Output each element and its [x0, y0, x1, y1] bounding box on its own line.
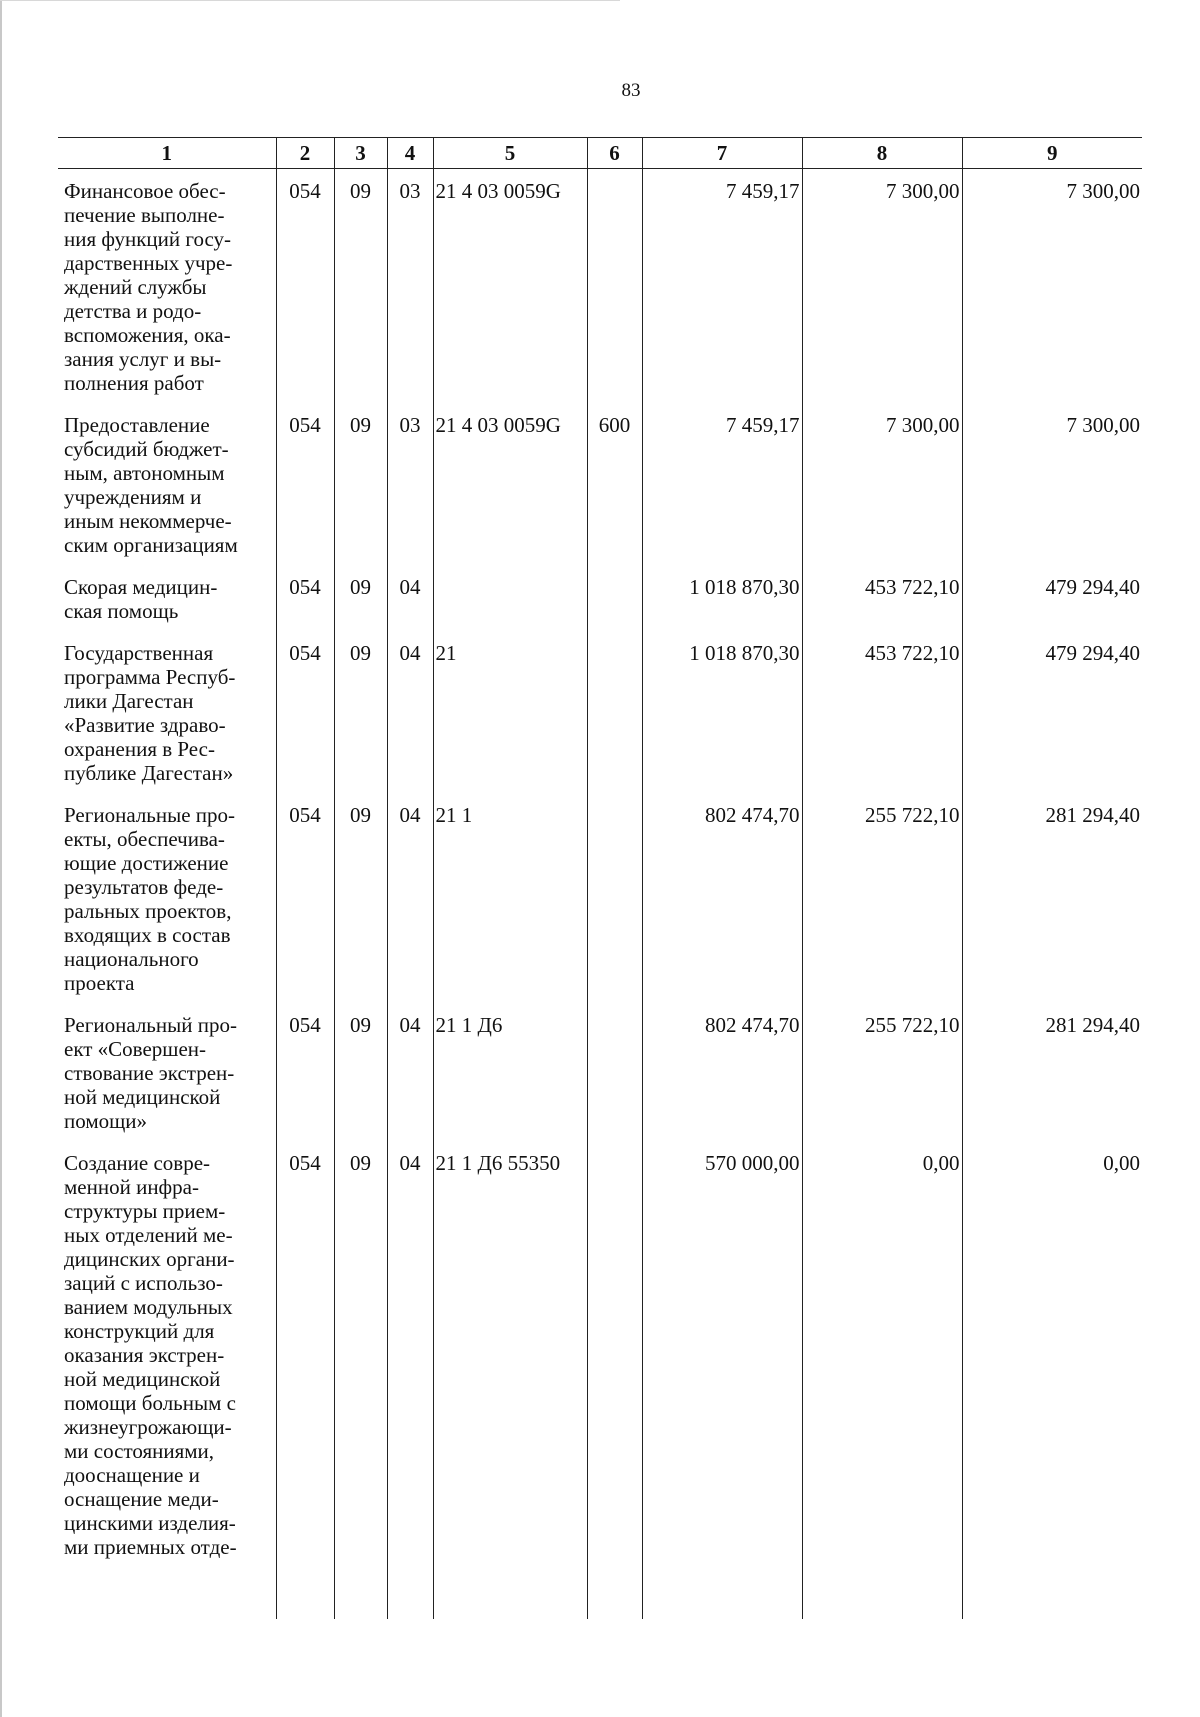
header-col-8: 8 [802, 138, 962, 169]
row-name-line: помощи» [64, 1109, 148, 1133]
header-col-7: 7 [642, 138, 802, 169]
cell-pr: 03 [387, 403, 433, 565]
row-name-line: Государственная [64, 641, 214, 665]
row-name-line: структуры прием- [64, 1199, 226, 1223]
row-name-line: Скорая медицин- [64, 575, 218, 599]
budget-table [58, 137, 1142, 1619]
row-name-line: проекта [64, 971, 135, 995]
row-name-line: Региональные про- [64, 803, 236, 827]
row-name-line: ская помощь [64, 599, 179, 623]
row-name-line: охранения в Рес- [64, 737, 215, 761]
row-name-text [64, 179, 274, 395]
cell-ved: 054 [276, 565, 334, 631]
cell-sum-1: 802 474,70 [642, 793, 802, 1003]
row-name-line: ским организациям [64, 533, 238, 557]
cell-ved: 054 [276, 1141, 334, 1619]
table-row [58, 631, 1142, 793]
cell-ved: 054 [276, 631, 334, 793]
row-name-line: «Развитие здраво- [64, 713, 226, 737]
row-name-line: конструкций для [64, 1319, 215, 1343]
cell-csr: 21 1 Д6 [433, 1003, 587, 1141]
cell-csr: 21 1 [433, 793, 587, 1003]
table-row [58, 1003, 1142, 1141]
row-name-text [64, 413, 274, 557]
row-name-line: ми состояниями, [64, 1439, 215, 1463]
cell-rz: 09 [334, 169, 387, 404]
cell-sum-1: 570 000,00 [642, 1141, 802, 1619]
row-name-line: менной инфра- [64, 1175, 199, 1199]
cell-sum-2: 453 722,10 [802, 565, 962, 631]
row-name-line: дарственных учре- [64, 251, 233, 275]
header-col-5: 5 [433, 138, 587, 169]
cell-csr: 21 4 03 0059G [433, 403, 587, 565]
cell-pr: 04 [387, 1003, 433, 1141]
cell-csr [433, 565, 587, 631]
cell-sum-3: 479 294,40 [962, 565, 1142, 631]
row-name-line: субсидий бюджет- [64, 437, 229, 461]
cell-csr: 21 4 03 0059G [433, 169, 587, 404]
cell-pr: 04 [387, 565, 433, 631]
page-number: 83 [621, 80, 641, 101]
cell-sum-2: 7 300,00 [802, 403, 962, 565]
row-name-text [64, 1151, 274, 1559]
cell-vr [587, 169, 642, 404]
cell-ved: 054 [276, 403, 334, 565]
table-row [58, 793, 1142, 1003]
cell-sum-1: 1 018 870,30 [642, 565, 802, 631]
table-row [58, 169, 1142, 404]
scan-edge-top [0, 0, 620, 1]
header-col-9: 9 [962, 138, 1142, 169]
row-name-line: оказания экстрен- [64, 1343, 225, 1367]
cell-sum-1: 802 474,70 [642, 1003, 802, 1141]
scan-edge-left [0, 0, 2, 1717]
row-name-text [64, 803, 274, 995]
row-name-line: жизнеугрожающи- [64, 1415, 232, 1439]
cell-sum-2: 255 722,10 [802, 793, 962, 1003]
cell-pr: 03 [387, 169, 433, 404]
cell-sum-1: 7 459,17 [642, 169, 802, 404]
cell-sum-2: 453 722,10 [802, 631, 962, 793]
row-name-line: входящих в состав [64, 923, 231, 947]
cell-name [58, 169, 276, 404]
row-name-line: национального [64, 947, 199, 971]
row-name-line: результатов феде- [64, 875, 224, 899]
cell-pr: 04 [387, 631, 433, 793]
row-name-line: дицинских органи- [64, 1247, 235, 1271]
row-name-line: вспоможения, ока- [64, 323, 231, 347]
header-col-6: 6 [587, 138, 642, 169]
row-name-line: оснащение меди- [64, 1487, 219, 1511]
row-name-line: ной медицинской [64, 1367, 221, 1391]
cell-csr: 21 1 Д6 55350 [433, 1141, 587, 1619]
cell-name [58, 565, 276, 631]
cell-rz: 09 [334, 793, 387, 1003]
row-name-text [64, 1013, 274, 1133]
table-body [58, 169, 1142, 1620]
cell-sum-2: 0,00 [802, 1141, 962, 1619]
row-name-line: екты, обеспечива- [64, 827, 225, 851]
row-name-line: ект «Совершен- [64, 1037, 207, 1061]
row-name-line: ным, автономным [64, 461, 225, 485]
row-name-line: Региональный про- [64, 1013, 237, 1037]
row-name-text [64, 575, 274, 623]
row-name-line: детства и родо- [64, 299, 202, 323]
cell-name [58, 793, 276, 1003]
row-name-line: ванием модульных [64, 1295, 233, 1319]
cell-vr: 600 [587, 403, 642, 565]
row-name-line: ющие достижение [64, 851, 229, 875]
cell-sum-3: 7 300,00 [962, 169, 1142, 404]
row-name-line: программа Респуб- [64, 665, 236, 689]
row-name-line: Предоставление [64, 413, 210, 437]
cell-pr: 04 [387, 793, 433, 1003]
table-row [58, 403, 1142, 565]
row-name-line: Создание совре- [64, 1151, 211, 1175]
cell-rz: 09 [334, 403, 387, 565]
cell-ved: 054 [276, 793, 334, 1003]
cell-sum-1: 1 018 870,30 [642, 631, 802, 793]
cell-name [58, 1003, 276, 1141]
cell-sum-3: 479 294,40 [962, 631, 1142, 793]
cell-rz: 09 [334, 631, 387, 793]
header-col-3: 3 [334, 138, 387, 169]
header-col-2: 2 [276, 138, 334, 169]
cell-vr [587, 565, 642, 631]
cell-sum-3: 7 300,00 [962, 403, 1142, 565]
row-name-line: публике Дагестан» [64, 761, 234, 785]
cell-rz: 09 [334, 565, 387, 631]
cell-vr [587, 1141, 642, 1619]
cell-sum-2: 255 722,10 [802, 1003, 962, 1141]
cell-pr: 04 [387, 1141, 433, 1619]
cell-name [58, 631, 276, 793]
row-name-line: лики Дагестан [64, 689, 194, 713]
row-name-line: помощи больным с [64, 1391, 236, 1415]
cell-rz: 09 [334, 1003, 387, 1141]
row-name-line: ной медицинской [64, 1085, 221, 1109]
row-name-line: заций с использо- [64, 1271, 223, 1295]
row-name-line: ния функций госу- [64, 227, 232, 251]
cell-vr [587, 793, 642, 1003]
row-name-line: зания услуг и вы- [64, 347, 222, 371]
row-name-line: ми приемных отде- [64, 1535, 237, 1559]
cell-name [58, 403, 276, 565]
header-col-4: 4 [387, 138, 433, 169]
cell-vr [587, 1003, 642, 1141]
cell-sum-3: 0,00 [962, 1141, 1142, 1619]
row-name-line: ствование экстрен- [64, 1061, 235, 1085]
table-header-row [58, 138, 1142, 169]
row-name-text [64, 641, 274, 785]
row-name-line: дооснащение и [64, 1463, 200, 1487]
header-col-1: 1 [58, 138, 276, 169]
row-name-line: ных отделений ме- [64, 1223, 233, 1247]
cell-vr [587, 631, 642, 793]
cell-ved: 054 [276, 169, 334, 404]
cell-name [58, 1141, 276, 1619]
cell-sum-3: 281 294,40 [962, 793, 1142, 1003]
cell-sum-1: 7 459,17 [642, 403, 802, 565]
row-name-line: полнения работ [64, 371, 204, 395]
row-name-line: учреждениям и [64, 485, 202, 509]
cell-sum-2: 7 300,00 [802, 169, 962, 404]
row-name-line: Финансовое обес- [64, 179, 226, 203]
row-name-line: печение выполне- [64, 203, 225, 227]
row-name-line: ждений службы [64, 275, 207, 299]
row-name-line: иным некоммерче- [64, 509, 232, 533]
table-row [58, 565, 1142, 631]
cell-ved: 054 [276, 1003, 334, 1141]
cell-sum-3: 281 294,40 [962, 1003, 1142, 1141]
table-row [58, 1141, 1142, 1619]
cell-rz: 09 [334, 1141, 387, 1619]
row-name-line: цинскими изделия- [64, 1511, 236, 1535]
cell-csr: 21 [433, 631, 587, 793]
row-name-line: ральных проектов, [64, 899, 232, 923]
